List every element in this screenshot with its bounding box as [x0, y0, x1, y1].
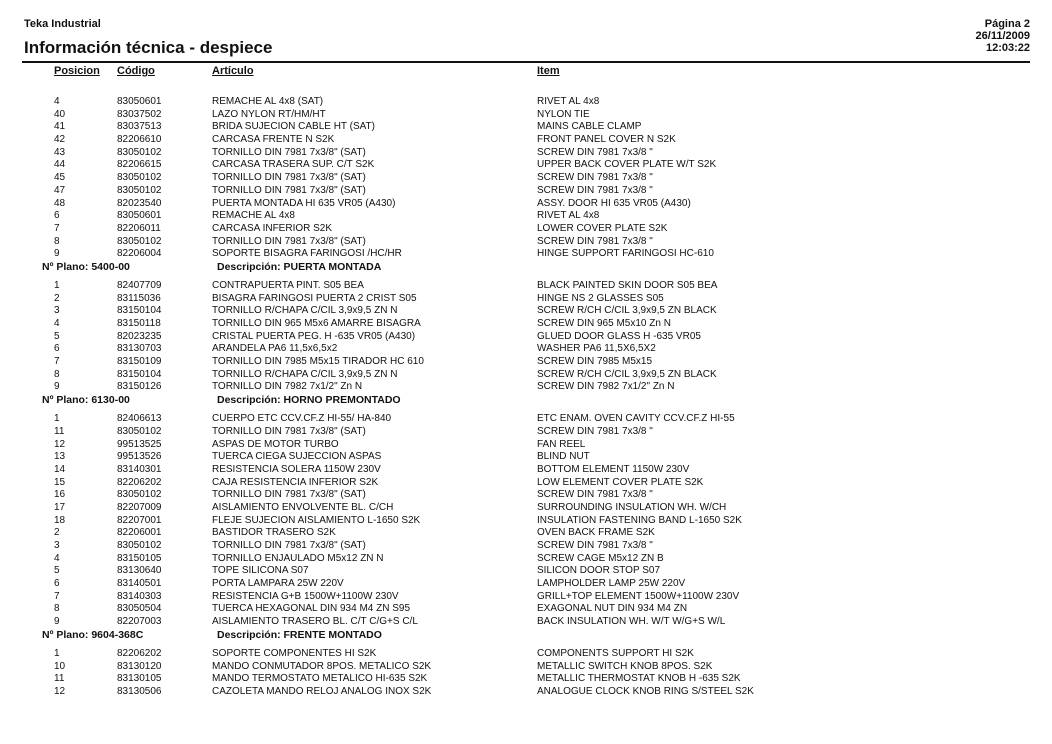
plano-label: Nº Plano: 5400-00 [42, 260, 130, 273]
plano-header [0, 261, 1052, 274]
cell-item: BACK INSULATION WH. W/T W/G+S W/L [537, 616, 726, 628]
cell-item: SCREW DIN 7981 7x3/8 " [537, 235, 653, 247]
cell-codigo: 83050102 [117, 184, 162, 196]
cell-item: ANALOGUE CLOCK KNOB RING S/STEEL S2K [537, 685, 754, 697]
header-rule [22, 61, 1030, 63]
cell-item: LAMPHOLDER LAMP 25W 220V [537, 578, 686, 590]
cell-articulo: TOPE SILICONA S07 [212, 565, 309, 577]
cell-codigo: 83150104 [117, 368, 162, 380]
table-row [0, 248, 1052, 261]
cell-articulo: CONTRAPUERTA PINT. S05 BEA [212, 279, 364, 291]
table-row [0, 223, 1052, 236]
cell-articulo: SOPORTE BISAGRA FARINGOSI /HC/HR [212, 248, 402, 260]
table-row [0, 527, 1052, 540]
cell-codigo: 82023235 [117, 330, 162, 342]
cell-posicion: 48 [54, 197, 66, 209]
plano-description: Descripción: HORNO PREMONTADO [217, 394, 401, 407]
cell-posicion: 1 [54, 647, 60, 659]
cell-articulo: TORNILLO R/CHAPA C/CIL 3,9x9,5 ZN N [212, 305, 398, 317]
cell-codigo: 82206615 [117, 159, 162, 171]
cell-item: METALLIC THERMOSTAT KNOB H -635 S2K [537, 673, 741, 685]
table-row [0, 293, 1052, 306]
cell-item: INSULATION FASTENING BAND L-1650 S2K [537, 514, 742, 526]
cell-articulo: CRISTAL PUERTA PEG. H -635 VR05 (A430) [212, 330, 416, 342]
table-row [0, 565, 1052, 578]
table-row [0, 413, 1052, 426]
table-row [0, 121, 1052, 134]
page-meta [976, 18, 1030, 54]
cell-item: SCREW CAGE M5x12 ZN B [537, 552, 664, 564]
cell-codigo: 83150126 [117, 381, 162, 393]
cell-codigo: 83130640 [117, 565, 162, 577]
plano-label: Nº Plano: 6130-00 [42, 394, 130, 407]
cell-codigo: 83140501 [117, 578, 162, 590]
cell-item: MAINS CABLE CLAMP [537, 121, 642, 133]
cell-posicion: 3 [54, 540, 60, 551]
cell-item: SURROUNDING INSULATION WH. W/CH [537, 501, 727, 513]
cell-item: WASHER PA6 11,5X6,5X2 [537, 343, 656, 355]
cell-articulo: TORNILLO DIN 7981 7x3/8" (SAT) [212, 235, 366, 247]
cell-posicion: 1 [54, 413, 60, 425]
cell-item: FAN REEL [537, 438, 586, 450]
cell-item: METALLIC SWITCH KNOB 8POS. S2K [537, 660, 713, 672]
cell-articulo: TORNILLO DIN 7981 7x3/8" (SAT) [212, 540, 366, 551]
cell-item: BLIND NUT [537, 451, 590, 463]
cell-posicion: 12 [54, 438, 66, 450]
table-row [0, 451, 1052, 464]
cell-item: RIVET AL 4x8 [537, 96, 600, 107]
cell-item: SCREW DIN 965 M5x10 Zn N [537, 318, 671, 329]
cell-posicion: 6 [54, 578, 60, 590]
cell-posicion: 7 [54, 356, 60, 368]
plano-header [0, 394, 1052, 407]
col-header-item: Item [537, 65, 560, 77]
print-date: 26/11/2009 [975, 30, 1030, 42]
cell-articulo: TORNILLO ENJAULADO M5x12 ZN N [212, 552, 384, 564]
cell-codigo: 83140303 [117, 590, 162, 602]
cell-codigo: 82206004 [117, 248, 162, 260]
cell-posicion: 8 [54, 368, 60, 380]
table-row [0, 172, 1052, 185]
cell-item: SCREW DIN 7981 7x3/8 " [537, 184, 653, 196]
table-row [0, 280, 1052, 293]
cell-codigo: 83150118 [117, 318, 161, 329]
cell-articulo: TORNILLO DIN 7981 7x3/8" (SAT) [212, 425, 366, 437]
cell-codigo: 83115036 [117, 292, 161, 304]
table-row [0, 464, 1052, 477]
table-row [0, 198, 1052, 211]
cell-articulo: TORNILLO R/CHAPA C/CIL 3,9x9,5 ZN N [212, 368, 398, 380]
cell-articulo: TORNILLO DIN 7981 7x3/8" (SAT) [212, 146, 366, 158]
table-row [0, 661, 1052, 674]
cell-codigo: 83050504 [117, 603, 162, 615]
cell-posicion: 2 [54, 527, 60, 539]
cell-codigo: 83150109 [117, 356, 162, 368]
cell-codigo: 83130506 [117, 685, 162, 697]
cell-articulo: REMACHE AL 4x8 (SAT) [212, 96, 324, 107]
plano-description: Descripción: FRENTE MONTADO [217, 628, 382, 641]
cell-posicion: 15 [54, 476, 66, 488]
table-row [0, 381, 1052, 394]
cell-posicion: 44 [54, 159, 66, 171]
cell-articulo: ASPAS DE MOTOR TURBO [212, 438, 339, 450]
column-headers [0, 65, 1052, 79]
cell-articulo: BASTIDOR TRASERO S2K [212, 527, 336, 539]
cell-posicion: 12 [54, 685, 66, 697]
cell-codigo: 83140301 [117, 463, 162, 475]
cell-posicion: 16 [54, 489, 66, 501]
cell-codigo: 83130703 [117, 343, 162, 355]
cell-item: SCREW DIN 7982 7x1/2" Zn N [537, 381, 675, 393]
cell-item: SCREW DIN 7981 7x3/8 " [537, 540, 653, 551]
cell-posicion: 7 [54, 222, 60, 234]
table-row [0, 553, 1052, 566]
cell-posicion: 47 [54, 184, 66, 196]
cell-articulo: RESISTENCIA SOLERA 1150W 230V [212, 463, 381, 475]
table-row [0, 477, 1052, 490]
cell-posicion: 6 [54, 343, 60, 355]
cell-codigo: 83037502 [117, 108, 162, 120]
cell-item: GRILL+TOP ELEMENT 1500W+1100W 230V [537, 590, 740, 602]
cell-codigo: 82206001 [117, 527, 162, 539]
cell-articulo: TORNILLO DIN 7981 7x3/8" (SAT) [212, 184, 366, 196]
table-row [0, 343, 1052, 356]
cell-posicion: 17 [54, 501, 66, 513]
cell-codigo: 82206011 [117, 222, 161, 234]
parts-list [0, 96, 1052, 699]
table-row [0, 673, 1052, 686]
cell-item: EXAGONAL NUT DIN 934 M4 ZN [537, 603, 688, 615]
cell-articulo: AISLAMIENTO ENVOLVENTE BL. C/CH [212, 501, 394, 513]
company-name: Teka Industrial [24, 18, 101, 30]
cell-item: GLUED DOOR GLASS H -635 VR05 [537, 330, 701, 342]
cell-item: RIVET AL 4x8 [537, 210, 600, 222]
table-row [0, 515, 1052, 528]
cell-articulo: TUERCA CIEGA SUJECCION ASPAS [212, 451, 382, 463]
plano-header [0, 629, 1052, 642]
cell-articulo: PORTA LAMPARA 25W 220V [212, 578, 344, 590]
cell-codigo: 83150105 [117, 552, 162, 564]
cell-codigo: 82206610 [117, 134, 162, 146]
cell-articulo: PUERTA MONTADA HI 635 VR05 (A430) [212, 197, 396, 209]
cell-item: OVEN BACK FRAME S2K [537, 527, 655, 539]
cell-posicion: 13 [54, 451, 66, 463]
cell-articulo: BISAGRA FARINGOSI PUERTA 2 CRIST S05 [212, 292, 417, 304]
table-row [0, 578, 1052, 591]
cell-posicion: 4 [54, 552, 60, 564]
cell-articulo: LAZO NYLON RT/HM/HT [212, 108, 326, 120]
cell-posicion: 4 [54, 318, 60, 329]
cell-posicion: 40 [54, 108, 66, 120]
cell-posicion: 9 [54, 381, 60, 393]
col-header-posicion: Posicion [54, 65, 100, 77]
cell-posicion: 6 [54, 210, 60, 222]
cell-item: SCREW DIN 7985 M5x15 [537, 356, 653, 368]
table-row [0, 210, 1052, 223]
cell-articulo: TORNILLO DIN 7981 7x3/8" (SAT) [212, 172, 366, 184]
cell-item: SCREW R/CH C/CIL 3,9x9,5 ZN BLACK [537, 305, 717, 317]
cell-codigo: 83050601 [117, 210, 162, 222]
cell-articulo: CAZOLETA MANDO RELOJ ANALOG INOX S2K [212, 685, 432, 697]
cell-item: SCREW DIN 7981 7x3/8 " [537, 146, 653, 158]
col-header-codigo: Código [117, 65, 155, 77]
cell-item: ASSY. DOOR HI 635 VR05 (A430) [537, 197, 691, 209]
cell-codigo: 83050102 [117, 235, 162, 247]
table-row [0, 603, 1052, 616]
cell-posicion: 45 [54, 172, 66, 184]
cell-posicion: 2 [54, 292, 60, 304]
cell-item: BOTTOM ELEMENT 1150W 230V [537, 463, 690, 475]
cell-codigo: 82206202 [117, 476, 162, 488]
cell-codigo: 83050102 [117, 425, 162, 437]
cell-articulo: CARCASA INFERIOR S2K [212, 222, 333, 234]
cell-codigo: 99513526 [117, 451, 162, 463]
cell-codigo: 82207009 [117, 501, 162, 513]
cell-posicion: 5 [54, 330, 60, 342]
table-row [0, 159, 1052, 172]
cell-item: SCREW DIN 7981 7x3/8 " [537, 425, 653, 437]
cell-articulo: MANDO CONMUTADOR 8POS. METALICO S2K [212, 660, 432, 672]
table-row [0, 540, 1052, 553]
table-row [0, 502, 1052, 515]
table-row [0, 185, 1052, 198]
cell-posicion: 4 [54, 96, 60, 107]
table-row [0, 686, 1052, 699]
cell-codigo: 82407709 [117, 279, 162, 291]
cell-item: LOW ELEMENT COVER PLATE S2K [537, 476, 704, 488]
cell-item: SCREW DIN 7981 7x3/8 " [537, 172, 653, 184]
cell-codigo: 83037513 [117, 121, 162, 133]
cell-codigo: 99513525 [117, 438, 162, 450]
table-row [0, 591, 1052, 604]
cell-posicion: 41 [54, 121, 66, 133]
cell-articulo: FLEJE SUJECION AISLAMIENTO L-1650 S2K [212, 514, 421, 526]
cell-item: SCREW R/CH C/CIL 3,9x9,5 ZN BLACK [537, 368, 717, 380]
table-row [0, 489, 1052, 502]
plano-label: Nº Plano: 9604-368C [42, 628, 144, 641]
table-row [0, 147, 1052, 160]
cell-codigo: 82207003 [117, 616, 162, 628]
table-row [0, 616, 1052, 629]
table-row [0, 236, 1052, 249]
cell-item: BLACK PAINTED SKIN DOOR S05 BEA [537, 279, 718, 291]
cell-item: LOWER COVER PLATE S2K [537, 222, 668, 234]
cell-posicion: 43 [54, 146, 66, 158]
plano-description: Descripción: PUERTA MONTADA [217, 260, 382, 273]
cell-posicion: 42 [54, 134, 66, 146]
cell-codigo: 83050601 [117, 96, 162, 107]
document-title: Información técnica - despiece [24, 38, 273, 57]
print-time: 12:03:22 [985, 42, 1030, 54]
cell-articulo: REMACHE AL 4x8 [212, 210, 295, 222]
cell-articulo: AISLAMIENTO TRASERO BL. C/T C/G+S C/L [212, 616, 418, 628]
cell-posicion: 1 [54, 279, 60, 291]
cell-posicion: 8 [54, 235, 60, 247]
cell-codigo: 82206202 [117, 647, 162, 659]
cell-item: SILICON DOOR STOP S07 [537, 565, 661, 577]
cell-posicion: 18 [54, 514, 66, 526]
cell-codigo: 82207001 [117, 514, 162, 526]
cell-item: UPPER BACK COVER PLATE W/T S2K [537, 159, 717, 171]
cell-item: NYLON TIE [537, 108, 590, 120]
cell-posicion: 3 [54, 305, 60, 317]
cell-posicion: 9 [54, 616, 60, 628]
cell-item: SCREW DIN 7981 7x3/8 " [537, 489, 653, 501]
col-header-articulo: Artículo [212, 65, 254, 77]
cell-articulo: TORNILLO DIN 965 M5x6 AMARRE BISAGRA [212, 318, 421, 329]
table-row [0, 439, 1052, 452]
table-row [0, 305, 1052, 318]
cell-codigo: 82023540 [117, 197, 162, 209]
cell-articulo: TORNILLO DIN 7985 M5x15 TIRADOR HC 610 [212, 356, 424, 368]
cell-codigo: 82406613 [117, 413, 162, 425]
cell-codigo: 83150104 [117, 305, 162, 317]
table-row [0, 318, 1052, 331]
cell-articulo: CUERPO ETC CCV.CF.Z HI-55/ HA-840 [212, 413, 392, 425]
cell-posicion: 8 [54, 603, 60, 615]
cell-posicion: 11 [54, 425, 65, 437]
cell-articulo: RESISTENCIA G+B 1500W+1100W 230V [212, 590, 399, 602]
cell-posicion: 10 [54, 660, 66, 672]
cell-posicion: 14 [54, 463, 66, 475]
cell-posicion: 9 [54, 248, 60, 260]
cell-item: FRONT PANEL COVER N S2K [537, 134, 676, 146]
cell-codigo: 83130120 [117, 660, 162, 672]
cell-articulo: TUERCA HEXAGONAL DIN 934 M4 ZN S95 [212, 603, 411, 615]
cell-articulo: CAJA RESISTENCIA INFERIOR S2K [212, 476, 379, 488]
cell-articulo: CARCASA FRENTE N S2K [212, 134, 335, 146]
table-row [0, 134, 1052, 147]
table-row [0, 369, 1052, 382]
cell-item: COMPONENTS SUPPORT HI S2K [537, 647, 694, 659]
cell-articulo: CARCASA TRASERA SUP. C/T S2K [212, 159, 375, 171]
cell-item: HINGE NS 2 GLASSES S05 [537, 292, 664, 304]
cell-codigo: 83130105 [117, 673, 162, 685]
cell-posicion: 11 [54, 673, 65, 685]
cell-item: HINGE SUPPORT FARINGOSI HC-610 [537, 248, 714, 260]
table-row [0, 356, 1052, 369]
cell-codigo: 83050102 [117, 146, 162, 158]
cell-articulo: MANDO TERMOSTATO METALICO HI-635 S2K [212, 673, 428, 685]
table-row [0, 648, 1052, 661]
table-row [0, 331, 1052, 344]
page-number: Página 2 [984, 18, 1030, 30]
table-row [0, 426, 1052, 439]
cell-posicion: 5 [54, 565, 60, 577]
cell-articulo: TORNILLO DIN 7981 7x3/8" (SAT) [212, 489, 366, 501]
cell-articulo: SOPORTE COMPONENTES HI S2K [212, 647, 377, 659]
table-row [0, 96, 1052, 109]
table-row [0, 109, 1052, 122]
cell-posicion: 7 [54, 590, 60, 602]
cell-codigo: 83050102 [117, 489, 162, 501]
cell-articulo: BRIDA SUJECION CABLE HT (SAT) [212, 121, 375, 133]
cell-articulo: ARANDELA PA6 11,5x6,5x2 [212, 343, 338, 355]
cell-codigo: 83050102 [117, 172, 162, 184]
cell-articulo: TORNILLO DIN 7982 7x1/2" Zn N [212, 381, 363, 393]
cell-item: ETC ENAM. OVEN CAVITY CCV.CF.Z HI-55 [537, 413, 735, 425]
cell-codigo: 83050102 [117, 540, 162, 551]
